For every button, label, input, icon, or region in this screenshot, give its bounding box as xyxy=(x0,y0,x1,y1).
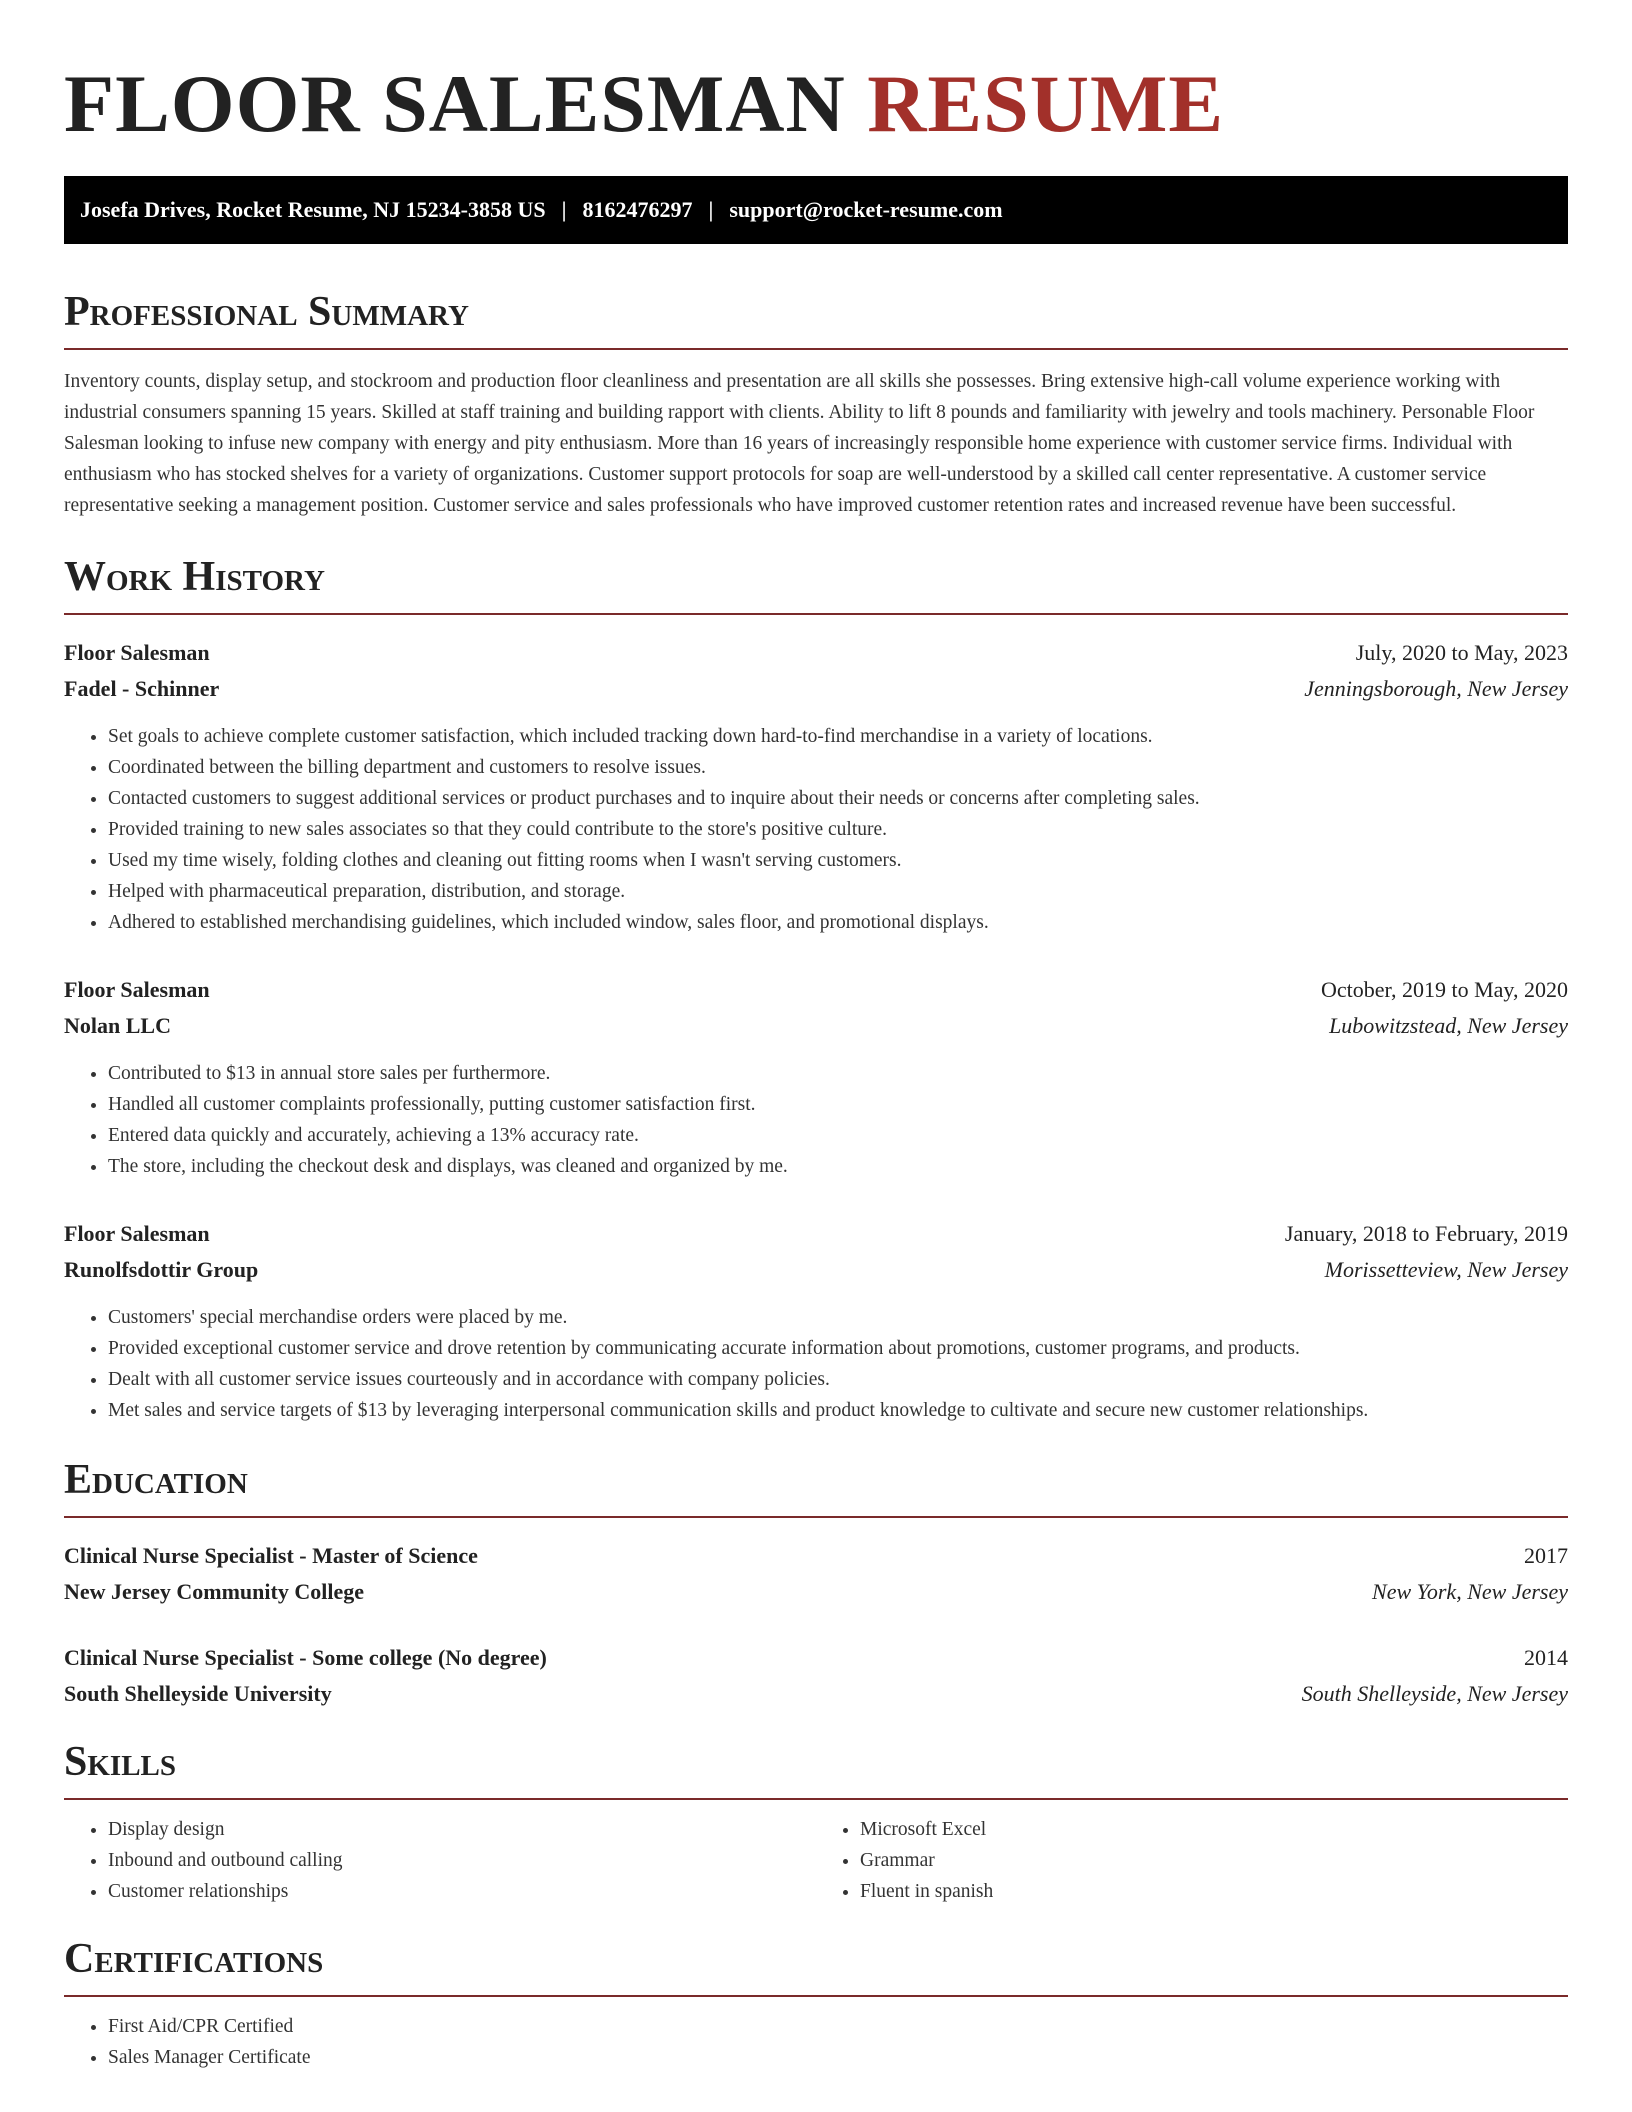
skills-column-left xyxy=(64,1814,816,1907)
list-item: • Used my time wisely, folding clothes and cleaning out fitting rooms when I wasn't serving customers. xyxy=(108,845,1568,876)
contact-separator: | xyxy=(561,197,567,222)
education-entry xyxy=(64,1538,1568,1610)
list-item: • Adhered to established merchandising guidelines, which included window, sales floor, and promotional displays. xyxy=(108,907,1568,938)
job-location: Lubowitzstead, New Jersey xyxy=(1329,1013,1568,1038)
skills-list xyxy=(64,1814,1568,1907)
list-item: • Sales Manager Certificate xyxy=(108,2042,1568,2073)
job-entry xyxy=(64,635,1568,938)
certifications-list xyxy=(64,2011,1568,2073)
list-item: • Provided exceptional customer service and drove retention by communicating accurate information about promotions, customer programs, and products. xyxy=(108,1333,1568,1364)
education-entry xyxy=(64,1640,1568,1712)
contact-phone: 8162476297 xyxy=(582,197,693,222)
list-item: • Set goals to achieve complete customer satisfaction, which included tracking down hard-to-find merchandise in a variety of locations. xyxy=(108,721,1568,752)
list-item: • First Aid/CPR Certified xyxy=(108,2011,1568,2042)
list-item: • Microsoft Excel xyxy=(860,1814,1568,1845)
job-title: Floor Salesman xyxy=(64,977,210,1002)
list-item: • Display design xyxy=(108,1814,816,1845)
list-item: • Entered data quickly and accurately, achieving a 13% accuracy rate. xyxy=(108,1120,1568,1151)
work-history-heading: Work History xyxy=(64,553,1568,615)
contact-bar xyxy=(64,176,1568,244)
edu-school: South Shelleyside University xyxy=(64,1681,332,1706)
title-accent: RESUME xyxy=(867,58,1225,149)
list-item: • Grammar xyxy=(860,1845,1568,1876)
job-company: Runolfsdottir Group xyxy=(64,1257,259,1282)
list-item: • Contributed to $13 in annual store sales per furthermore. xyxy=(108,1058,1568,1089)
list-item: • Fluent in spanish xyxy=(860,1876,1568,1907)
job-entry xyxy=(64,1216,1568,1426)
contact-email: support@rocket-resume.com xyxy=(729,197,1003,222)
summary-text: Inventory counts, display setup, and stockroom and production floor cleanliness and presentation are all skills she possesses. Bring extensive high-call volume experience working with industrial consumers spanning 15 years. Skilled at staff training and building rapport with clients. Ability to lift 8 pounds and familiarity with jewelry and tools machinery. Personable Floor Salesman looking to infuse new company with energy and pity enthusiasm. More than 16 years of increasingly responsible home experience with customer service firms. Individual with enthusiasm who has stocked shelves for a variety of organizations. Customer support protocols for soap are well-understood by a skilled call center representative. A customer service representative seeking a management position. Customer service and sales professionals who have improved customer retention rates and increased revenue have been successful. xyxy=(64,371,1535,516)
edu-degree: Clinical Nurse Specialist - Some college (No degree) xyxy=(64,1645,547,1670)
certifications-heading: Certifications xyxy=(64,1935,1568,1997)
list-item: • Coordinated between the billing department and customers to resolve issues. xyxy=(108,752,1568,783)
list-item: • Customer relationships xyxy=(108,1876,816,1907)
list-item: • Met sales and service targets of $13 by leveraging interpersonal communication skills and product knowledge to cultivate and secure new customer relationships. xyxy=(108,1395,1568,1426)
title-main: FLOOR SALESMAN xyxy=(64,58,846,149)
job-title: Floor Salesman xyxy=(64,640,210,665)
job-location: Jenningsborough, New Jersey xyxy=(1304,676,1568,701)
list-item: • Handled all customer complaints professionally, putting customer satisfaction first. xyxy=(108,1089,1568,1120)
list-item: • Provided training to new sales associates so that they could contribute to the store's positive culture. xyxy=(108,814,1568,845)
edu-year: 2017 xyxy=(1524,1543,1568,1568)
education-heading: Education xyxy=(64,1456,1568,1518)
job-company: Fadel - Schinner xyxy=(64,676,220,701)
resume-title xyxy=(64,0,1568,150)
job-dates: July, 2020 to May, 2023 xyxy=(1355,640,1568,665)
contact-separator: | xyxy=(708,197,714,222)
summary-heading: Professional Summary xyxy=(64,288,1568,350)
list-item: • Customers' special merchandise orders were placed by me. xyxy=(108,1302,1568,1333)
job-bullets xyxy=(64,1058,1568,1182)
job-dates: October, 2019 to May, 2020 xyxy=(1321,977,1568,1002)
list-item: • Inbound and outbound calling xyxy=(108,1845,816,1876)
edu-degree: Clinical Nurse Specialist - Master of Science xyxy=(64,1543,478,1568)
job-bullets xyxy=(64,721,1568,938)
job-title: Floor Salesman xyxy=(64,1221,210,1246)
list-item: • Dealt with all customer service issues courteously and in accordance with company policies. xyxy=(108,1364,1568,1395)
job-dates: January, 2018 to February, 2019 xyxy=(1284,1221,1568,1246)
list-item: • Contacted customers to suggest additional services or product purchases and to inquire about their needs or concerns after completing sales. xyxy=(108,783,1568,814)
skills-column-right xyxy=(816,1814,1568,1907)
job-bullets xyxy=(64,1302,1568,1426)
contact-address: Josefa Drives, Rocket Resume, NJ 15234-3858 US xyxy=(80,197,546,222)
job-entry xyxy=(64,972,1568,1182)
edu-location: New York, New Jersey xyxy=(1372,1579,1568,1604)
edu-year: 2014 xyxy=(1524,1645,1568,1670)
job-location: Morissetteview, New Jersey xyxy=(1324,1257,1568,1282)
edu-school: New Jersey Community College xyxy=(64,1579,364,1604)
skills-heading: Skills xyxy=(64,1738,1568,1800)
list-item: • Helped with pharmaceutical preparation, distribution, and storage. xyxy=(108,876,1568,907)
job-company: Nolan LLC xyxy=(64,1013,171,1038)
list-item: • The store, including the checkout desk and displays, was cleaned and organized by me. xyxy=(108,1151,1568,1182)
edu-location: South Shelleyside, New Jersey xyxy=(1301,1681,1568,1706)
